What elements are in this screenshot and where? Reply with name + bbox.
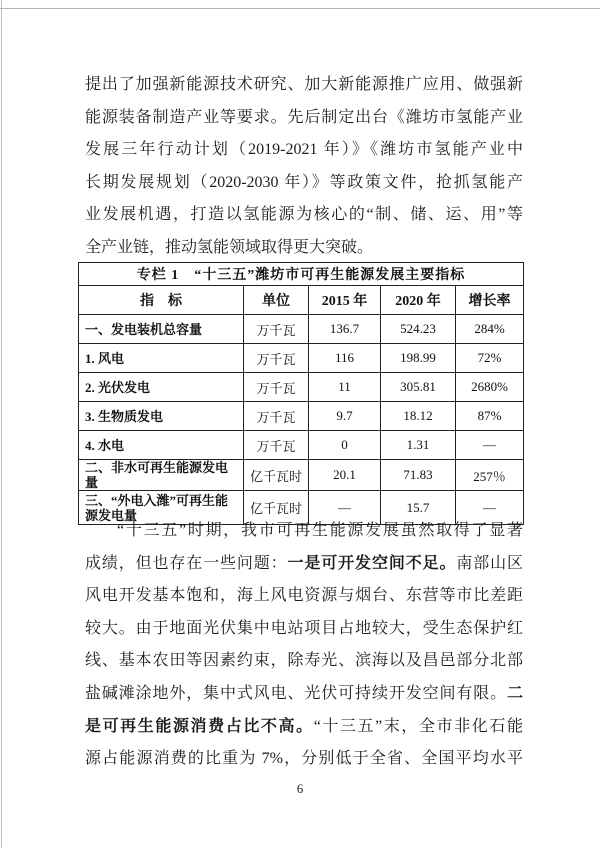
text-line: [85, 645, 523, 678]
emphasized-text: 二: [506, 684, 523, 702]
value-cell: 万千瓦: [244, 373, 309, 402]
table-title: 专栏 1 “十三五”潍坊市可再生能源发展主要指标: [79, 263, 524, 286]
text-line: [85, 613, 523, 646]
value-cell: —: [456, 491, 524, 525]
body-text: 成绩，但也存在一些问题：: [85, 554, 288, 572]
value-cell: 万千瓦: [244, 431, 309, 460]
table-row: [79, 315, 524, 344]
body-text: 盐碱滩涂地外，集中式风电、光伏可持续开发空间有限。: [85, 684, 507, 702]
body-text: 全产业链，推动氢能领域取得更大突破。: [85, 238, 374, 256]
paragraph-2: [85, 515, 523, 776]
body-text: 业发展机遇，打造以氢能源为核心的“制、储、运、用”等: [85, 206, 523, 224]
scan-edge-left: [1, 0, 2, 848]
indicator-cell: 3. 生物质发电: [79, 402, 244, 431]
text-line: [85, 580, 523, 613]
text-line: [85, 548, 523, 581]
value-cell: 万千瓦: [244, 402, 309, 431]
value-cell: 20.1: [309, 460, 381, 491]
value-cell: 72%: [456, 344, 524, 373]
body-text: 风电开发基本饱和，海上风电资源与烟台、东营等市比差距: [85, 587, 523, 605]
value-cell: —: [309, 491, 381, 525]
page-number: 6: [296, 781, 304, 796]
value-cell: 87%: [456, 402, 524, 431]
body-text: 源占能源消费的比重为 7%，分别低于全省、全国平均水平: [85, 750, 523, 768]
value-cell: 257％: [456, 460, 524, 491]
text-line: [85, 69, 523, 102]
indicators-table: [78, 262, 524, 525]
header-growth: 增长率: [456, 286, 524, 315]
table-title-row: [79, 263, 524, 286]
table-header-row: [79, 286, 524, 315]
indicator-cell: 2. 光伏发电: [79, 373, 244, 402]
body-text: 长期发展规划（2020-2030 年）》等政策文件，抢抓氢能产: [85, 173, 523, 191]
value-cell: 2680%: [456, 373, 524, 402]
header-2020: 2020 年: [381, 286, 456, 315]
body-text: 较大。由于地面光伏集中电站项目占地较大，受生态保护红: [85, 619, 523, 637]
paragraph-1: [85, 69, 523, 265]
value-cell: 524.23: [381, 315, 456, 344]
table-row: [79, 460, 524, 491]
text-line: [85, 743, 523, 776]
value-cell: 万千瓦: [244, 344, 309, 373]
text-line: [85, 232, 523, 265]
text-line: [85, 199, 523, 232]
body-text: “十三五”时期，我市可再生能源发展虽然取得了显著: [117, 522, 523, 539]
body-text: “十三五”末，全市非化石能: [313, 717, 523, 735]
table-row: [79, 344, 524, 373]
value-cell: 305.81: [381, 373, 456, 402]
value-cell: 0: [309, 431, 381, 460]
text-line: [85, 711, 523, 744]
text-line: [85, 515, 523, 548]
scan-edge-top: [0, 8, 600, 9]
table-row: [79, 402, 524, 431]
value-cell: 284%: [456, 315, 524, 344]
emphasized-text: 是可再生能源消费占比不高。: [85, 717, 314, 735]
value-cell: 136.7: [309, 315, 381, 344]
indicator-cell: 二、非水可再生能源发电量: [79, 460, 244, 491]
body-text: 能源装备制造产业等要求。先后制定出台《潍坊市氢能产业: [85, 108, 523, 126]
value-cell: 71.83: [381, 460, 456, 491]
body-text: 发展三年行动计划（2019-2021 年）》《潍坊市氢能产业中: [85, 141, 523, 159]
value-cell: 亿千瓦时: [244, 491, 309, 525]
indicator-cell: 1. 风电: [79, 344, 244, 373]
text-line: [85, 678, 523, 711]
value-cell: 18.12: [381, 402, 456, 431]
indicator-cell: 三、“外电入潍”可再生能源发电量: [79, 491, 244, 525]
value-cell: 万千瓦: [244, 315, 309, 344]
header-unit: 单位: [244, 286, 309, 315]
text-line: [85, 134, 523, 167]
body-text: 线、基本农田等因素约束，除寿光、滨海以及昌邑部分北部: [85, 652, 523, 670]
body-text: 南部山区: [456, 554, 523, 572]
emphasized-text: 一是可开发空间不足。: [287, 554, 457, 572]
value-cell: —: [456, 431, 524, 460]
value-cell: 9.7: [309, 402, 381, 431]
header-indicator: 指 标: [79, 286, 244, 315]
value-cell: 亿千瓦时: [244, 460, 309, 491]
indicators-table-wrap: [78, 262, 523, 525]
body-text: 提出了加强新能源技术研究、加大新能源推广应用、做强新: [85, 76, 523, 93]
table-row: [79, 373, 524, 402]
value-cell: 1.31: [381, 431, 456, 460]
text-line: [85, 167, 523, 200]
value-cell: 15.7: [381, 491, 456, 525]
header-2015: 2015 年: [309, 286, 381, 315]
indicator-cell: 一、发电装机总容量: [79, 315, 244, 344]
text-line: [85, 102, 523, 135]
value-cell: 116: [309, 344, 381, 373]
value-cell: 11: [309, 373, 381, 402]
indicators-table-body: [79, 315, 524, 525]
table-row: [79, 431, 524, 460]
value-cell: 198.99: [381, 344, 456, 373]
indicator-cell: 4. 水电: [79, 431, 244, 460]
